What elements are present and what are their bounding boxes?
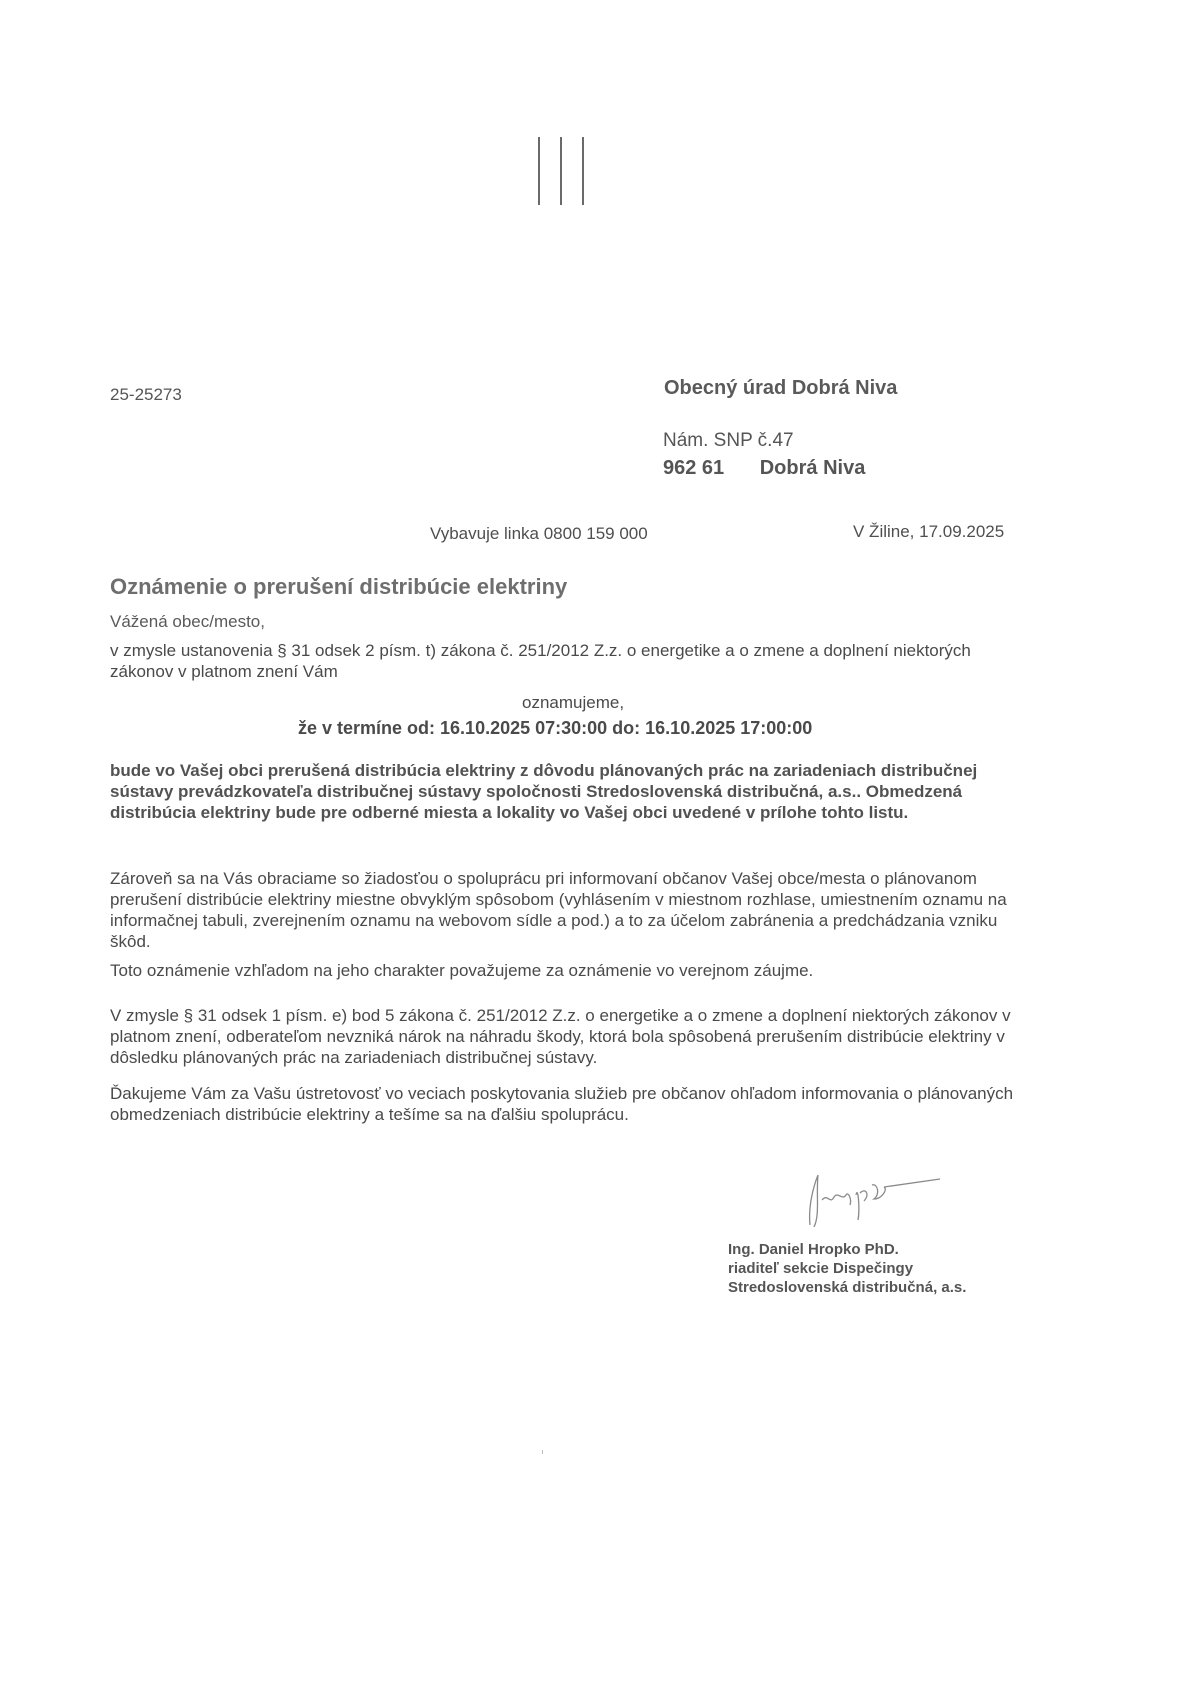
salutation: Vážená obec/mesto, [110,612,265,631]
signatory-company: Stredoslovenská distribučná, a.s. [728,1279,967,1296]
scan-artifact [542,1450,543,1454]
paragraph-legal-basis: v zmysle ustanovenia § 31 odsek 2 písm. t) zákona č. 251/2012 Z.z. o energetike a o zmene a doplnení niektorých zákonov v platnom znení Vám [110,641,971,681]
recipient-city: Dobrá Niva [759,457,866,479]
paragraph-compensation: V zmysle § 31 odsek 1 písm. e) bod 5 zákona č. 251/2012 Z.z. o energetike a o zmene a doplnení niektorých zákonov v platnom znení, odberateľom nevzniká nárok na náhradu škody, ktorá bola spôsobená prerušením distribúcie elektriny v dôsledku plánovaných prác na zariadeniach distribučnej sústavy. [110,1006,1011,1067]
paragraph-thanks: Ďakujeme Vám za Vašu ústretovosť vo veciach poskytovania služieb pre občanov ohľadom informovania o plánovaných obmedzeniach distribúcie elektriny a tešíme sa na ďalšiu spoluprácu. [110,1084,1014,1124]
barcode-bar [538,137,540,205]
outage-term: že v termíne od: 16.10.2025 07:30:00 do: 16.10.2025 17:00:00 [298,718,813,738]
handled-by: Vybavuje linka 0800 159 000 [430,524,648,543]
recipient-zip: 962 61 [663,457,725,479]
signatory-name: Ing. Daniel Hropko PhD. [728,1241,899,1258]
signatory-position: riaditeľ sekcie Dispečingy [728,1260,914,1277]
handwritten-signature [800,1165,950,1235]
announce-text: oznamujeme, [522,693,625,712]
reference-number: 25-25273 [110,385,182,404]
recipient-city-line [663,457,865,480]
document-title: Oznámenie o prerušení distribúcie elektriny [110,574,568,599]
paragraph-outage-details: bude vo Vašej obci prerušená distribúcia elektriny z dôvodu plánovaných prác na zariadeniach distribučnej sústavy prevádzkovateľa distribučnej sústavy spoločnosti Stredoslovenská distribučná, a.s.. Obmedzená distribúcia elektriny bude pre odberné miesta a lokality vo Vašej obci uvedené v prílohe tohto listu. [110,761,978,822]
barcode-bar [582,137,584,205]
signatory-block [728,1240,966,1297]
recipient-street: Nám. SNP č.47 [663,430,794,451]
paragraph-public-interest: Toto oznámenie vzhľadom na jeho charakter považujeme za oznámenie vo verejnom záujme. [110,961,814,980]
recipient-name: Obecný úrad Dobrá Niva [664,377,898,399]
paragraph-cooperation: Zároveň sa na Vás obraciame so žiadosťou o spoluprácu pri informovaní občanov Vašej obce/mesta o plánovanom prerušení distribúcie elektriny miestne obvyklým spôsobom (vyhlásením v miestnom rozhlase, umiestnením oznamu na informačnej tabuli, zverejnením oznamu na webovom sídle a pod.) a to za účelom zabránenia a predchádzania vzniku škôd. [110,869,1007,951]
barcode-bar [560,137,562,205]
place-date: V Žiline, 17.09.2025 [853,522,1005,541]
